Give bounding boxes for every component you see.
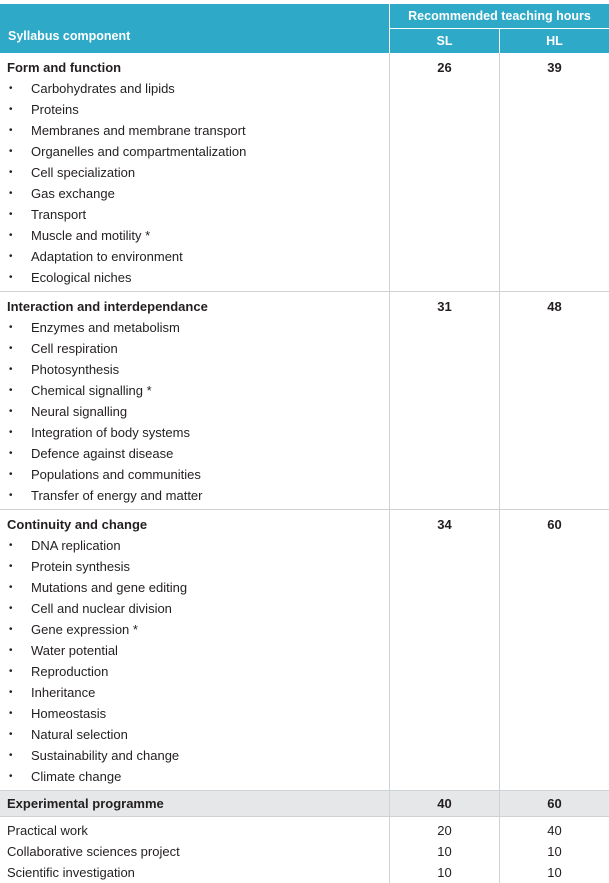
list-item-label: Membranes and membrane transport xyxy=(31,123,246,138)
bullet-icon: • xyxy=(9,561,13,572)
list-item xyxy=(0,443,609,464)
list-item xyxy=(0,422,609,443)
list-item-label: Homeostasis xyxy=(31,706,107,721)
list-item xyxy=(0,577,609,598)
section-title: Interaction and interdependance xyxy=(7,299,208,314)
bullet-icon: • xyxy=(9,167,13,178)
experimental-sl-hours: 40 xyxy=(437,796,452,811)
list-item xyxy=(0,640,609,661)
list-item-label: Cell and nuclear division xyxy=(31,601,172,616)
list-item xyxy=(0,183,609,204)
list-item-label: Populations and communities xyxy=(31,467,201,482)
row-hl-hours: 10 xyxy=(547,865,562,880)
section-block xyxy=(0,510,609,791)
row-sl-hours: 10 xyxy=(437,844,452,859)
list-item xyxy=(0,724,609,745)
list-item-label: Enzymes and metabolism xyxy=(31,320,180,335)
list-item xyxy=(0,766,609,787)
list-item xyxy=(0,267,609,288)
list-item-label: Organelles and compartmentalization xyxy=(31,144,247,159)
section-title: Continuity and change xyxy=(7,517,148,532)
bullet-icon: • xyxy=(9,687,13,698)
syllabus-component-header: Syllabus component xyxy=(0,4,389,53)
list-item xyxy=(0,682,609,703)
table-body xyxy=(0,53,609,883)
section-block xyxy=(0,292,609,510)
bullet-icon: • xyxy=(9,469,13,480)
list-item xyxy=(0,556,609,577)
table-row xyxy=(0,841,609,862)
list-item-label: Muscle and motility * xyxy=(31,228,151,243)
list-item xyxy=(0,359,609,380)
list-item xyxy=(0,535,609,556)
list-item-label: Inheritance xyxy=(31,685,96,700)
bullet-icon: • xyxy=(9,125,13,136)
bullet-icon: • xyxy=(9,322,13,333)
bullet-icon: • xyxy=(9,406,13,417)
section-block xyxy=(0,53,609,292)
bullet-icon: • xyxy=(9,343,13,354)
bullet-icon: • xyxy=(9,582,13,593)
table-row xyxy=(0,820,609,841)
bullet-icon: • xyxy=(9,272,13,283)
list-item-label: Ecological niches xyxy=(31,270,132,285)
bullet-icon: • xyxy=(9,540,13,551)
list-item-label: Adaptation to environment xyxy=(31,249,183,264)
list-item xyxy=(0,317,609,338)
recommended-hours-header: Recommended teaching hours xyxy=(390,4,609,28)
list-item xyxy=(0,485,609,506)
row-sl-hours: 20 xyxy=(437,823,452,838)
list-item-label: Photosynthesis xyxy=(31,362,120,377)
bullet-icon: • xyxy=(9,771,13,782)
list-item xyxy=(0,703,609,724)
section-sl-hours: 26 xyxy=(437,60,452,75)
list-item-label: Mutations and gene editing xyxy=(31,580,188,595)
bullet-icon: • xyxy=(9,490,13,501)
bullet-icon: • xyxy=(9,188,13,199)
list-item-label: Sustainability and change xyxy=(31,748,180,763)
bullet-icon: • xyxy=(9,448,13,459)
row-hl-hours: 10 xyxy=(547,844,562,859)
list-item-label: Reproduction xyxy=(31,664,109,679)
row-label: Practical work xyxy=(7,823,88,838)
bullet-icon: • xyxy=(9,104,13,115)
list-item xyxy=(0,661,609,682)
list-item xyxy=(0,401,609,422)
bullet-icon: • xyxy=(9,666,13,677)
list-item xyxy=(0,141,609,162)
hl-column-header: HL xyxy=(500,29,609,53)
list-item-label: Climate change xyxy=(31,769,122,784)
bullet-icon: • xyxy=(9,209,13,220)
sl-column-header: SL xyxy=(390,29,499,53)
bullet-icon: • xyxy=(9,83,13,94)
bullet-icon: • xyxy=(9,708,13,719)
bullet-icon: • xyxy=(9,146,13,157)
bullet-icon: • xyxy=(9,624,13,635)
list-item xyxy=(0,246,609,267)
row-label: Collaborative sciences project xyxy=(7,844,180,859)
list-item xyxy=(0,464,609,485)
list-item-label: Neural signalling xyxy=(31,404,128,419)
experimental-hl-hours: 60 xyxy=(547,796,562,811)
bullet-icon: • xyxy=(9,645,13,656)
list-item-label: Gene expression * xyxy=(31,622,138,637)
list-item xyxy=(0,619,609,640)
list-item-label: Cell respiration xyxy=(31,341,118,356)
bullet-icon: • xyxy=(9,729,13,740)
list-item-label: DNA replication xyxy=(31,538,121,553)
list-item xyxy=(0,78,609,99)
list-item xyxy=(0,204,609,225)
bullet-icon: • xyxy=(9,427,13,438)
section-hl-hours: 60 xyxy=(547,517,562,532)
list-item-label: Transport xyxy=(31,207,87,222)
list-item xyxy=(0,745,609,766)
list-item xyxy=(0,598,609,619)
row-sl-hours: 10 xyxy=(437,865,452,880)
experimental-subrows xyxy=(0,817,609,883)
list-item xyxy=(0,162,609,183)
list-item-label: Gas exchange xyxy=(31,186,115,201)
list-item-label: Water potential xyxy=(31,643,118,658)
list-item-label: Proteins xyxy=(31,102,79,117)
bullet-icon: • xyxy=(9,750,13,761)
bullet-icon: • xyxy=(9,251,13,262)
section-hl-hours: 48 xyxy=(547,299,562,314)
table-header xyxy=(0,4,609,53)
section-title: Form and function xyxy=(7,60,122,75)
bullet-icon: • xyxy=(9,603,13,614)
list-item-label: Natural selection xyxy=(31,727,128,742)
bullet-icon: • xyxy=(9,230,13,241)
bullet-icon: • xyxy=(9,385,13,396)
list-item-label: Protein synthesis xyxy=(31,559,130,574)
section-sl-hours: 34 xyxy=(437,517,452,532)
section-hl-hours: 39 xyxy=(547,60,562,75)
list-item-label: Cell specialization xyxy=(31,165,136,180)
row-label: Scientific investigation xyxy=(7,865,135,880)
list-item-label: Integration of body systems xyxy=(31,425,190,440)
list-item-label: Carbohydrates and lipids xyxy=(31,81,175,96)
list-item xyxy=(0,338,609,359)
list-item xyxy=(0,225,609,246)
section-title: Experimental programme xyxy=(7,796,164,811)
list-item-label: Transfer of energy and matter xyxy=(31,488,203,503)
list-item xyxy=(0,99,609,120)
list-item-label: Defence against disease xyxy=(31,446,174,461)
row-hl-hours: 40 xyxy=(547,823,562,838)
list-item-label: Chemical signalling * xyxy=(31,383,152,398)
experimental-programme-row xyxy=(0,791,609,817)
list-item xyxy=(0,380,609,401)
list-item xyxy=(0,120,609,141)
section-sl-hours: 31 xyxy=(437,299,452,314)
bullet-icon: • xyxy=(9,364,13,375)
